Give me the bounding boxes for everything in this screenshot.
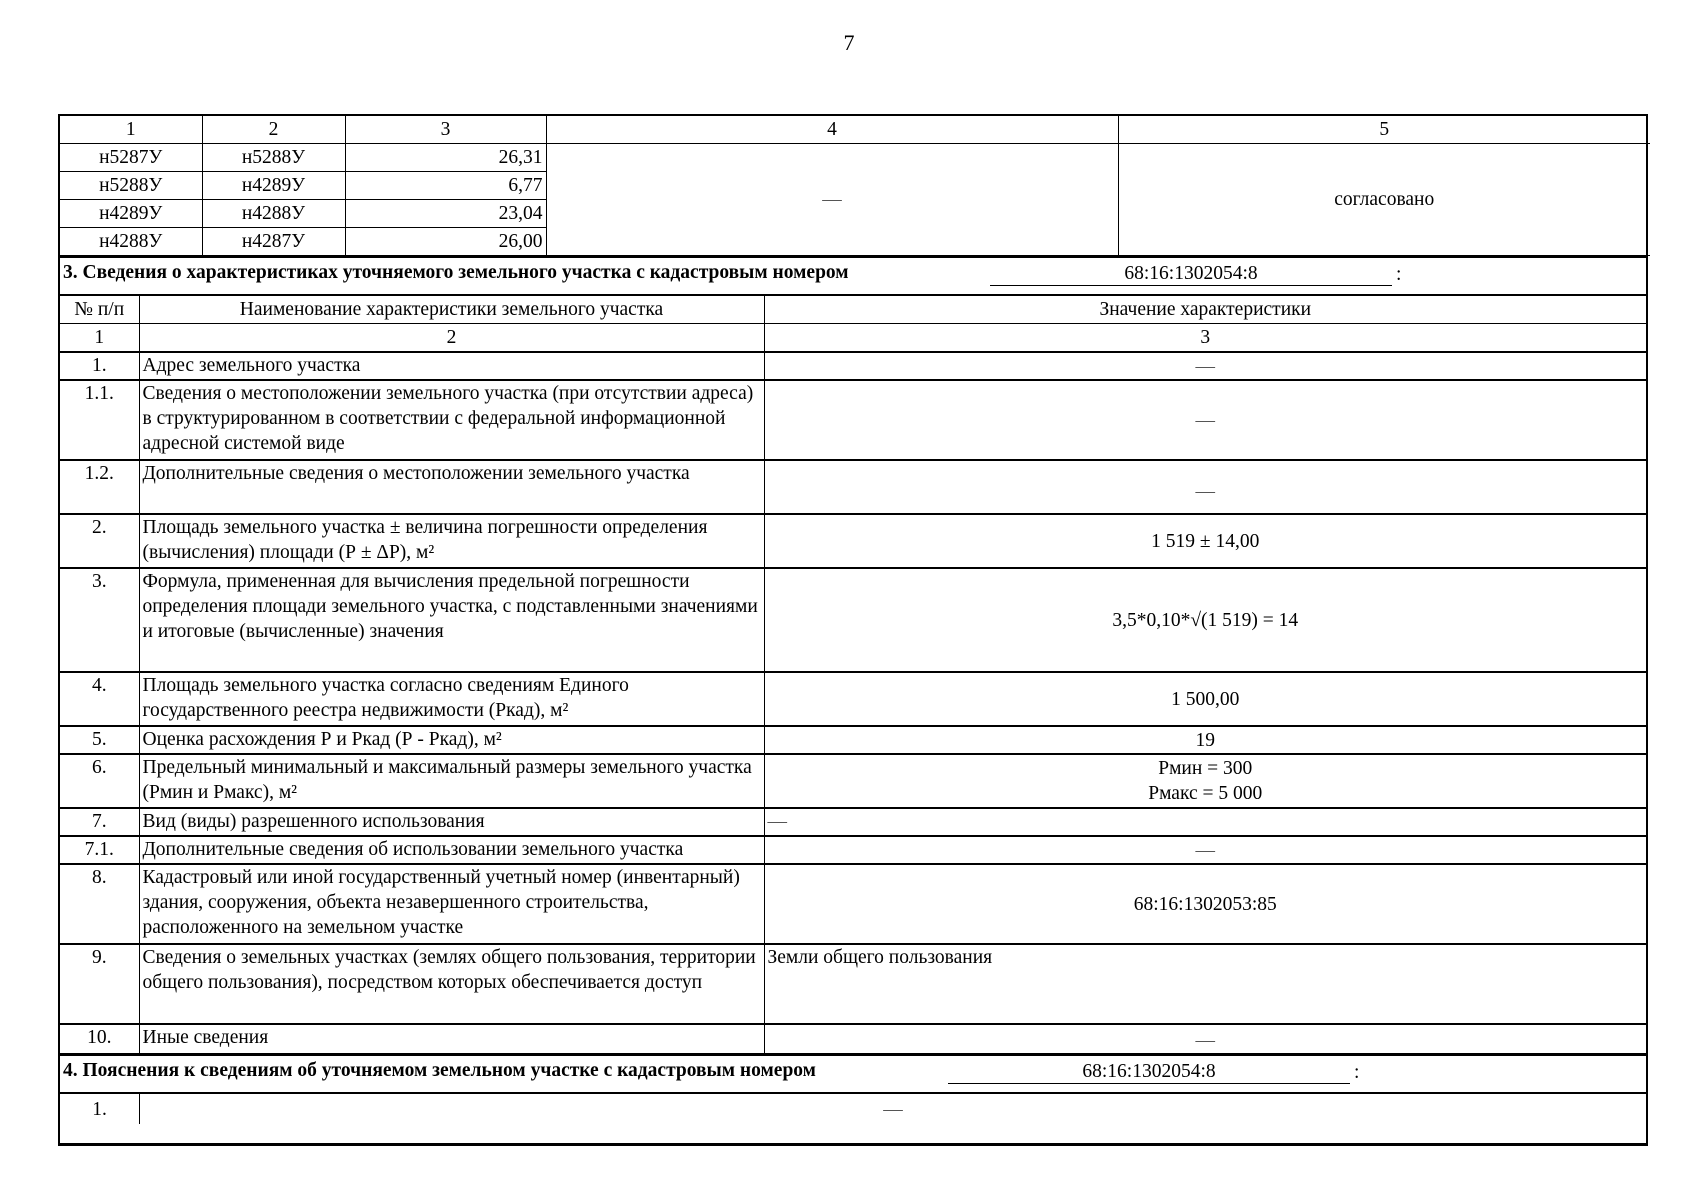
col-number: 3 [345,116,546,144]
row-num: 4. [60,672,139,726]
length-value: 23,04 [345,200,546,228]
table-row [60,808,1646,836]
row-num: 10. [60,1024,139,1054]
row-name: Дополнительные сведения о местоположении земельного участка [139,460,764,514]
row-num: 6. [60,754,139,808]
table-row [60,568,1646,672]
point-to: н4288У [202,200,345,228]
row-name: Дополнительные сведения об использовании земельного участка [139,836,764,864]
row-num: 3. [60,568,139,672]
point-from: н4288У [60,228,202,256]
row-value: 68:16:1302053:85 [764,864,1646,944]
row-name: Сведения о местоположении земельного участка (при отсутствии адреса) в структурированном в соответствии с федеральной информационной адресной системой виде [139,380,764,460]
col-number: 2 [202,116,345,144]
col4-value: — [546,144,1118,256]
row-num: 1.2. [60,460,139,514]
section4-cadastral-number: 68:16:1302054:8 [948,1060,1350,1084]
row-name: Площадь земельного участка ± величина погрешности определения (вычисления) площади (Р ± ΔР), м² [139,514,764,568]
row-name: Иные сведения [139,1024,764,1054]
row-name: Формула, примененная для вычисления предельной погрешности определения площади земельного участка, с подставленными значениями и итоговые (вычисленные) значения [139,568,764,672]
min-size-value: Рмин = 300 [1158,758,1253,779]
explanations-table [60,1094,1646,1124]
col-number: 1 [60,324,139,353]
row-num: 7. [60,808,139,836]
section3-cadastral-number: 68:16:1302054:8 [990,262,1392,286]
row-name: Площадь земельного участка согласно сведениям Единого государственного реестра недвижимости (Ркад), м² [139,672,764,726]
row-value: — [764,352,1646,380]
table-row [60,944,1646,1024]
row-num: 8. [60,864,139,944]
point-from: н4289У [60,200,202,228]
table-row [60,726,1646,754]
row-name: Оценка расхождения Р и Ркад (Р - Ркад), м² [139,726,764,754]
column-number-row [60,324,1646,353]
col5-value: согласовано [1118,144,1650,256]
point-to: н4289У [202,172,345,200]
column-number-row [60,116,1650,144]
table-row [60,144,1650,172]
length-value: 26,00 [345,228,546,256]
page-number: 7 [843,30,855,55]
col-number: 5 [1118,116,1650,144]
length-value: 26,31 [345,144,546,172]
col-number: 4 [546,116,1118,144]
row-num: 1. [60,1094,140,1124]
header-name: Наименование характеристики земельного участка [139,296,764,324]
row-value: — [764,1024,1646,1054]
row-value: — [764,460,1646,514]
table-row [60,672,1646,726]
row-num: 1.1. [60,380,139,460]
row-name: Сведения о земельных участках (землях общего пользования, территории общего пользования), посредством которых обеспечивается доступ [139,944,764,1024]
row-num: 7.1. [60,836,139,864]
col-number: 2 [139,324,764,353]
table-row [60,380,1646,460]
row-num: 1. [60,352,139,380]
table-row [60,514,1646,568]
row-num: 9. [60,944,139,1024]
row-num: 2. [60,514,139,568]
boundary-parts-table [60,116,1650,256]
row-value: 1 500,00 [764,672,1646,726]
row-name: Вид (виды) разрешенного использования [139,808,764,836]
row-value: 1 519 ± 14,00 [764,514,1646,568]
table-row [60,1024,1646,1054]
row-name: Адрес земельного участка [139,352,764,380]
form-frame [58,114,1648,1146]
table-row [60,754,1646,808]
row-value: — [140,1094,1647,1124]
section3-colon: : [1396,264,1402,285]
max-size-value: Рмакс = 5 000 [1148,783,1263,804]
length-value: 6,77 [345,172,546,200]
col-number: 3 [764,324,1646,353]
table-row [60,352,1646,380]
header-value: Значение характеристики [764,296,1646,324]
section4-colon: : [1354,1062,1360,1083]
point-from: н5288У [60,172,202,200]
table-row [60,864,1646,944]
table-row [60,836,1646,864]
row-value: 3,5*0,10*√(1 519) = 14 [764,568,1646,672]
table-row [60,460,1646,514]
point-from: н5287У [60,144,202,172]
row-num: 5. [60,726,139,754]
point-to: н5288У [202,144,345,172]
section3-title: 3. Сведения о характеристиках уточняемого земельного участка с кадастровым номером [63,262,849,283]
row-value [764,754,1646,808]
section4-header [60,1054,1646,1094]
row-name: Предельный минимальный и максимальный размеры земельного участка (Рмин и Рмакс), м² [139,754,764,808]
table-row [60,1094,1646,1124]
header-row [60,296,1646,324]
section3-header [60,256,1646,296]
row-value: 19 [764,726,1646,754]
row-value: — [764,808,1646,836]
characteristics-table [60,296,1646,1054]
row-value: — [764,836,1646,864]
point-to: н4287У [202,228,345,256]
col-number: 1 [60,116,202,144]
row-value: Земли общего пользования [764,944,1646,1024]
row-name: Кадастровый или иной государственный учетный номер (инвентарный) здания, сооружения, объекта незавершенного строительства, расположенного на земельном участке [139,864,764,944]
section4-title: 4. Пояснения к сведениям об уточняемом земельном участке с кадастровым номером [63,1060,816,1081]
header-num: № п/п [60,296,139,324]
row-value: — [764,380,1646,460]
